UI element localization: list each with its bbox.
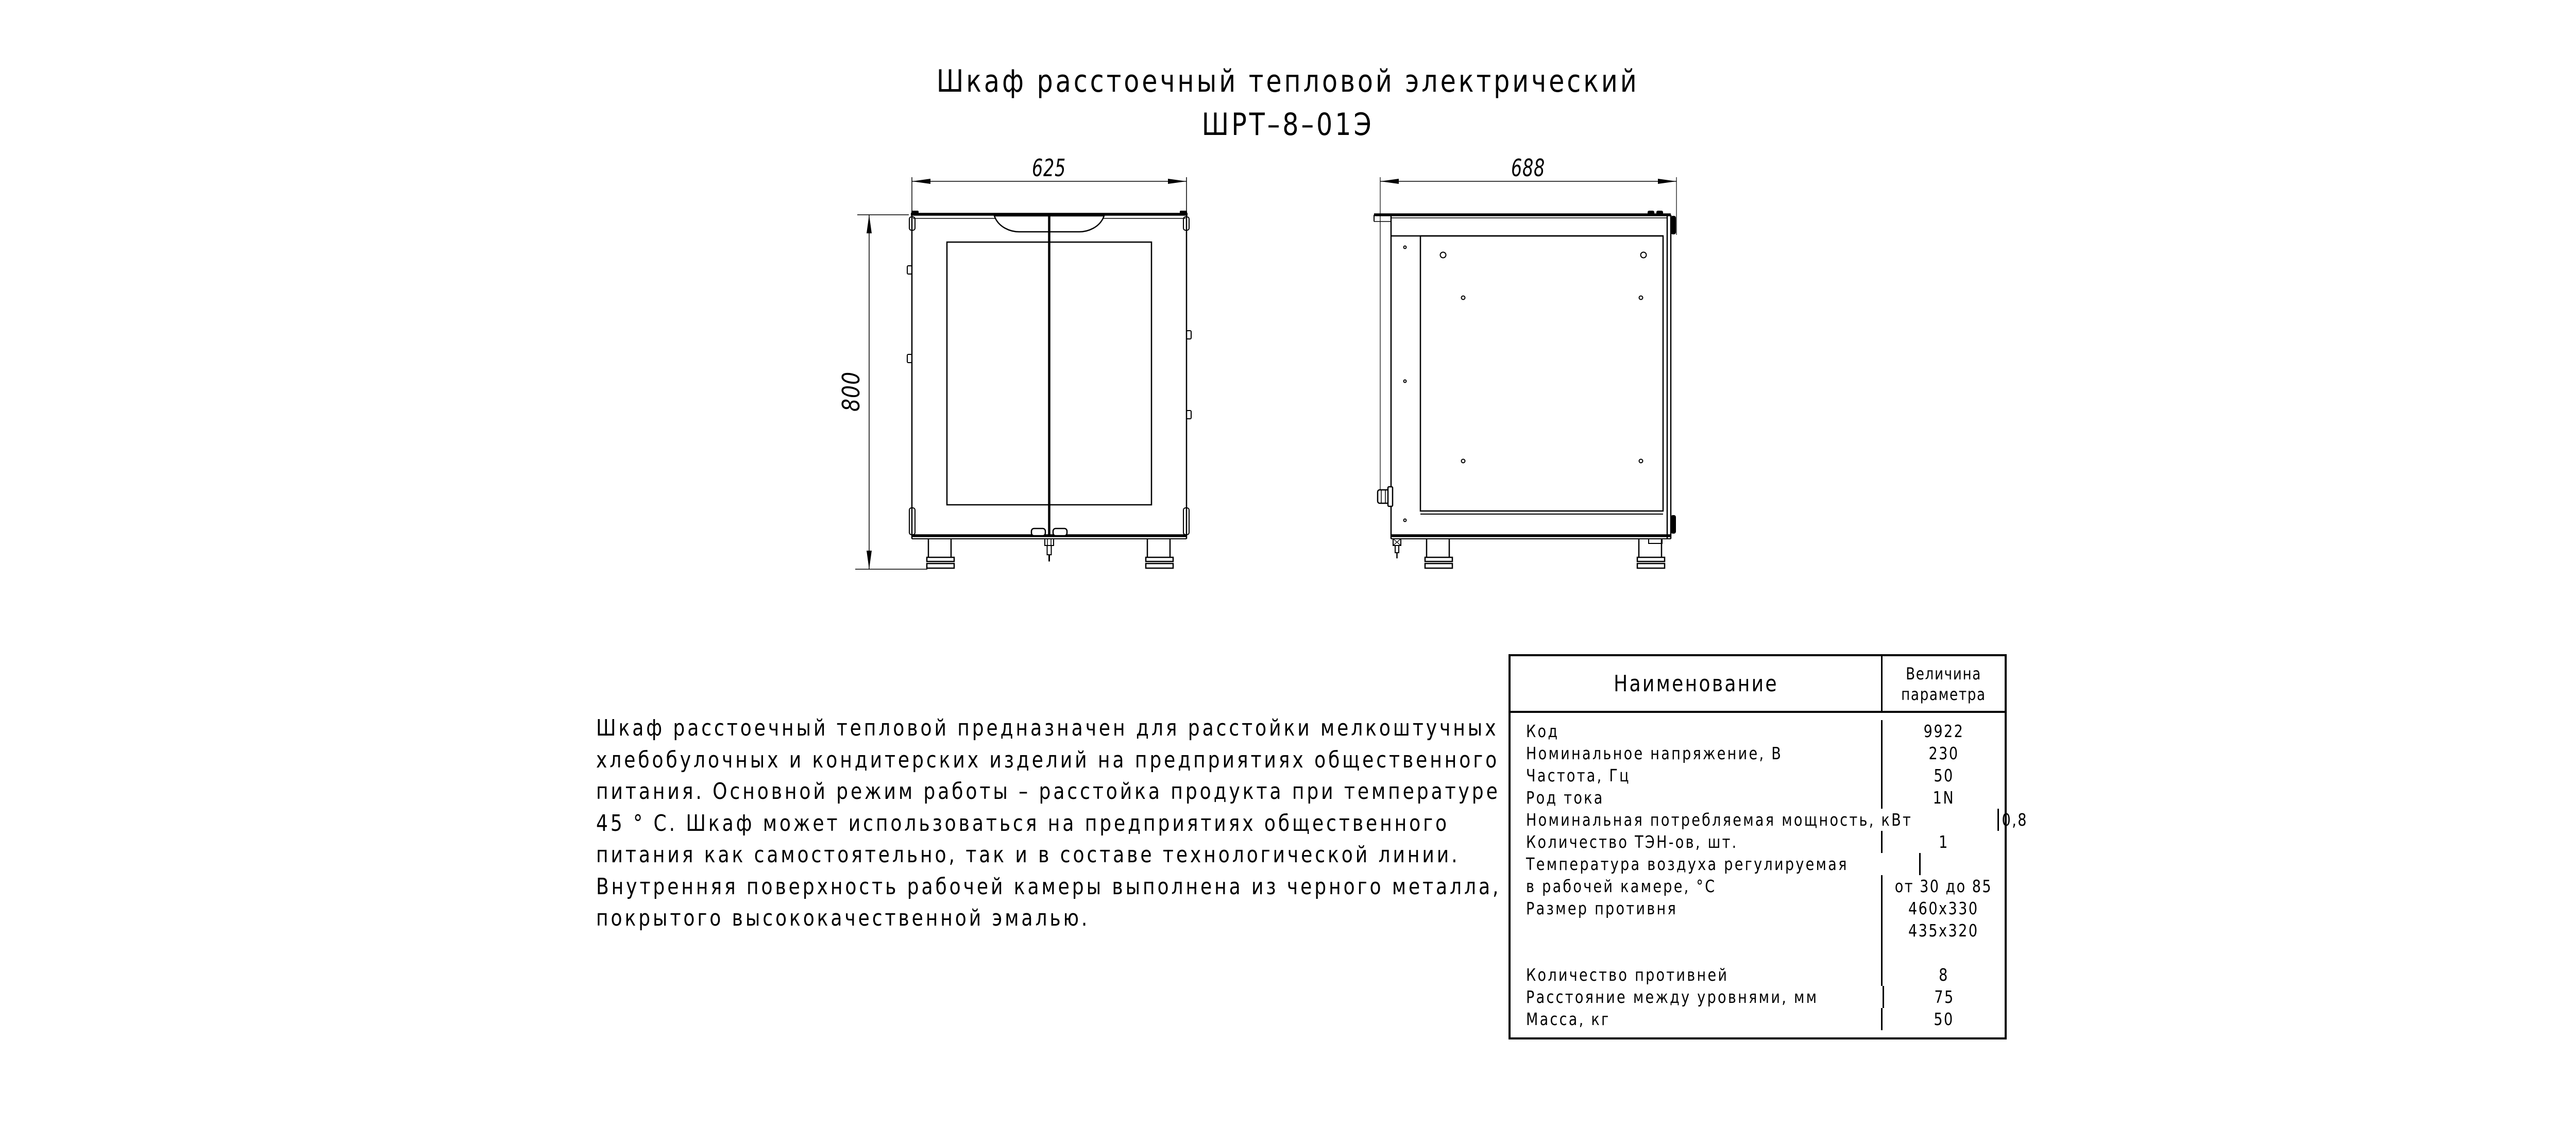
side-panel: [1420, 236, 1663, 511]
table-row: Код 9922: [1511, 720, 2005, 742]
description-line: питания как самостоятельно, так и в составе технологической линии.: [596, 842, 1460, 868]
table-row: Расстояние между уровнями, мм 75: [1511, 986, 2005, 1008]
side-view: [1374, 154, 1676, 568]
description-line: Шкаф расстоечный тепловой предназначен для расстойки мелкоштучных: [596, 715, 1499, 741]
table-row: Масса, кг 50: [1511, 1008, 2005, 1030]
side-feet: [1425, 539, 1665, 568]
description-line: 45 ° С. Шкаф может использоваться на предприятиях общественного: [596, 810, 1450, 837]
table-row: Количество противней 8: [1511, 964, 2005, 986]
table-row: Температура воздуха регулируемая: [1511, 853, 2005, 875]
dimension-width: [912, 177, 1187, 211]
bottom-bolt: [1393, 539, 1401, 558]
table-row: 435x320: [1511, 919, 2005, 942]
side-cabinet-body: [1374, 215, 1671, 539]
dimension-625-label: 625: [1032, 154, 1066, 182]
spec-table: [1509, 654, 2028, 1039]
page-title-text: Шкаф расстоечный тепловой электрический: [937, 63, 1639, 99]
description-line: питания. Основной режим работы – расстойка продукта при температуре: [596, 778, 1500, 805]
dimension-688-label: 688: [1511, 154, 1545, 182]
technical-drawing: [799, 139, 1752, 603]
dimension-800-label: 800: [837, 365, 865, 412]
description-line: хлебобулочных и кондитерских изделий на предприятиях общественного: [596, 746, 1500, 773]
cable-gland: [1378, 487, 1393, 506]
table-row: Номинальная потребляемая мощность, кВт 0,8: [1511, 809, 2005, 831]
door-hinges: [1671, 216, 1676, 534]
dimension-depth: [1380, 177, 1676, 490]
description-line: Внутренняя поверхность рабочей камеры выполнена из черного металла,: [596, 873, 1501, 900]
table-row: [1511, 942, 2005, 964]
description-line: покрытого высококачественной эмалью.: [596, 905, 1090, 931]
door-bottom-tab: [1649, 539, 1662, 543]
model-number-text: ШРТ–8–01Э: [1201, 107, 1375, 143]
table-row: Размер противня 460x330: [1511, 897, 2005, 919]
description-paragraph: [596, 712, 1513, 934]
spec-table-body: [1511, 713, 2028, 1030]
table-row: Частота, Гц 50: [1511, 764, 2005, 787]
header-value-cell: Величина параметра: [1881, 656, 2005, 711]
dimension-height: [855, 215, 927, 569]
front-view: [837, 154, 1191, 569]
table-row: Номинальное напряжение, В 230: [1511, 742, 2005, 764]
header-name-cell: Наименование: [1613, 670, 1778, 697]
table-row: Количество ТЭН-ов, шт. 1: [1511, 831, 2005, 853]
page-title: [0, 61, 2576, 102]
spec-table-header: [1511, 656, 2005, 713]
rivet-holes: [1404, 246, 1647, 522]
table-row: в рабочей камере, °С от 30 до 85: [1511, 875, 2005, 897]
table-row: Род тока 1N: [1511, 787, 2005, 809]
